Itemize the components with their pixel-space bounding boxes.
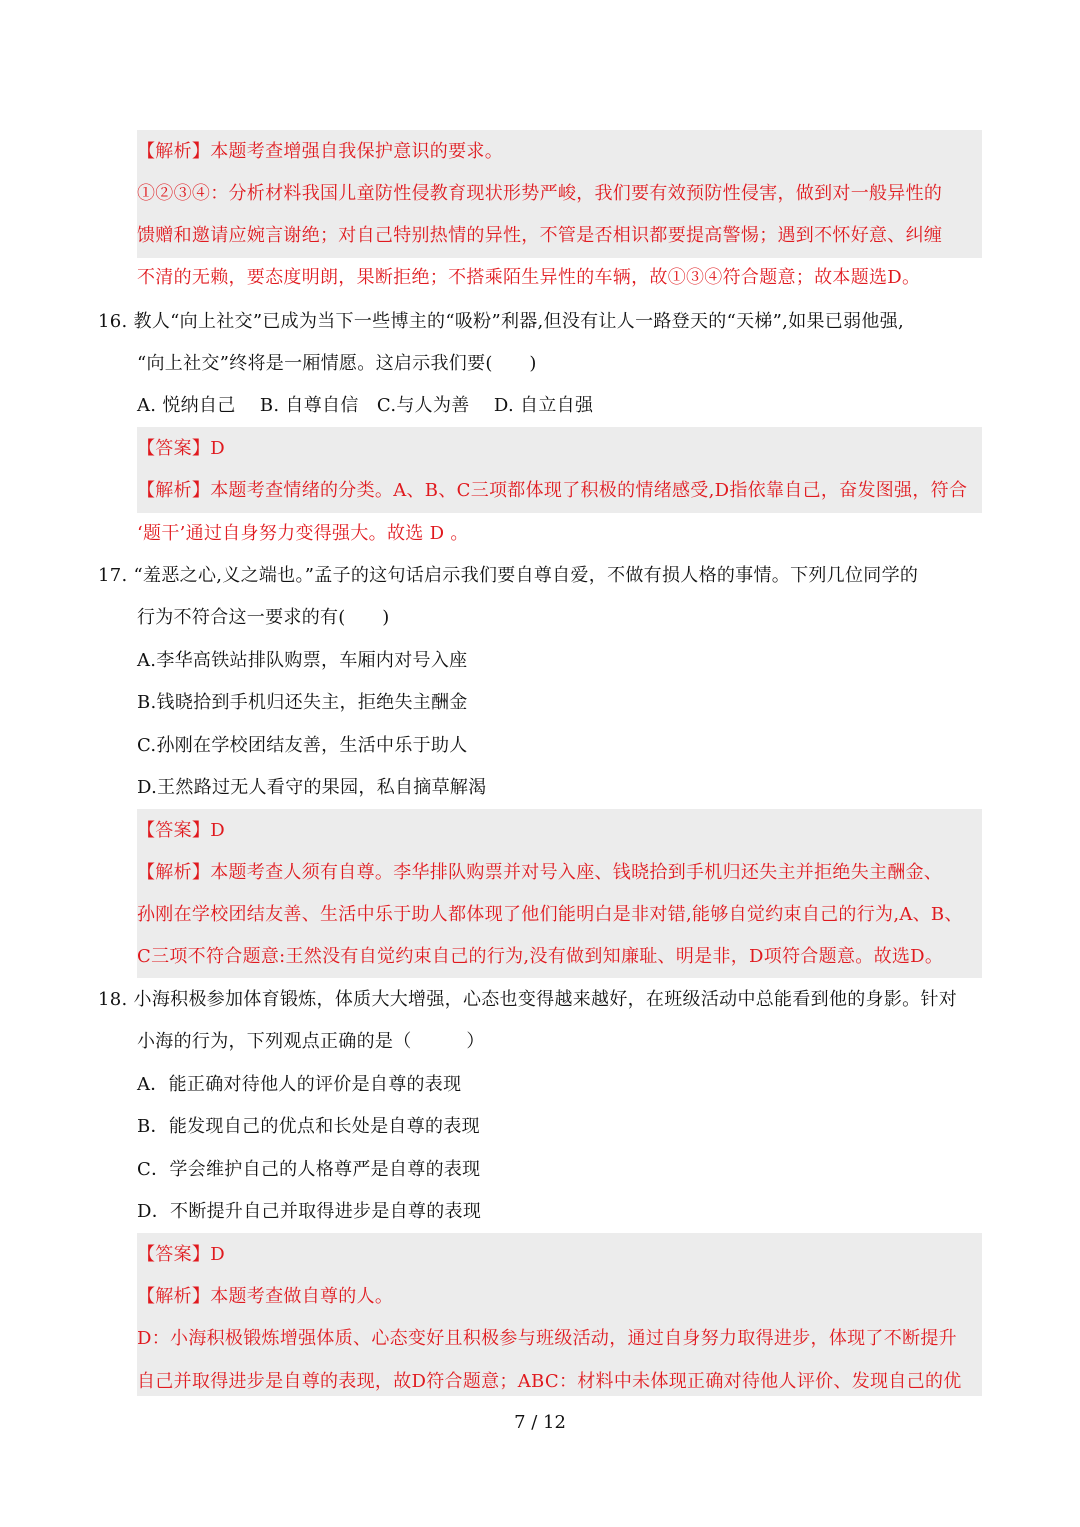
- question-17-option-c: C.孙刚在学校团结友善，生活中乐于助人: [137, 735, 468, 756]
- question-18-option-d: D．不断提升自己并取得进步是自尊的表现: [137, 1201, 482, 1222]
- question-17-stem: 17. “羞恶之心,义之端也。”孟子的这句话启示我们要自尊自爱，不做有损人格的事情。下列几位同学的: [98, 565, 919, 586]
- page-number: 7 / 12: [514, 1412, 566, 1433]
- analysis-16-line: ‘题干’通过自身努力变得强大。故选 D 。: [137, 523, 469, 544]
- question-18-option-c: C．学会维护自己的人格尊严是自尊的表现: [137, 1159, 481, 1180]
- analysis-15-line: ①②③④：分析材料我国儿童防性侵教育现状形势严峻，我们要有效预防性侵害，做到对一般异性的: [137, 183, 943, 204]
- question-16-stem: “向上社交”终将是一厢情愿。这启示我们要( ): [137, 353, 537, 374]
- question-18-option-b: B．能发现自己的优点和长处是自尊的表现: [137, 1116, 480, 1137]
- question-16-options: A. 悦纳自己 B. 自尊自信 C.与人为善 D. 自立自强: [137, 395, 594, 416]
- question-18-option-a: A．能正确对待他人的评价是自尊的表现: [137, 1074, 462, 1095]
- answer-18: 【答案】D: [137, 1244, 225, 1265]
- analysis-17-line: 孙刚在学校团结友善、生活中乐于助人都体现了他们能明白是非对错,能够自觉约束自己的行为,A、B、: [137, 904, 963, 925]
- analysis-18-title: 【解析】本题考查做自尊的人。: [137, 1286, 394, 1307]
- analysis-18-line: D：小海积极锻炼增强体质、心态变好且积极参与班级活动，通过自身努力取得进步，体现了不断提升: [137, 1328, 957, 1349]
- analysis-15-title: 【解析】本题考查增强自我保护意识的要求。: [137, 141, 503, 162]
- analysis-17-line: C三项不符合题意:王然没有自觉约束自己的行为,没有做到知廉耻、明是非，D项符合题意。故选D。: [137, 946, 944, 967]
- analysis-18-line: 自己并取得进步是自尊的表现，故D符合题意；ABC：材料中未体现正确对待他人评价、发现自己的优: [137, 1371, 962, 1392]
- answer-16: 【答案】D: [137, 438, 225, 459]
- analysis-15-line: 馈赠和邀请应婉言谢绝；对自己特别热情的异性，不管是否相识都要提高警惕；遇到不怀好意、纠缠: [137, 225, 943, 246]
- analysis-16-line: 【解析】本题考查情绪的分类。A、B、C三项都体现了积极的情绪感受,D指依靠自己，奋发图强，符合: [137, 480, 968, 501]
- answer-17: 【答案】D: [137, 820, 225, 841]
- question-17-option-d: D.王然路过无人看守的果园，私自摘草解渴: [137, 777, 487, 798]
- analysis-15-line: 不清的无赖，要态度明朗，果断拒绝；不搭乘陌生异性的车辆，故①③④符合题意；故本题选D。: [137, 267, 921, 288]
- question-18-stem: 小海的行为，下列观点正确的是（ ）: [137, 1031, 485, 1052]
- question-18-stem: 18. 小海积极参加体育锻炼，体质大大增强，心态也变得越来越好，在班级活动中总能看到他的身影。针对: [98, 989, 958, 1010]
- question-17-option-a: A.李华高铁站排队购票，车厢内对号入座: [137, 650, 468, 671]
- question-17-stem: 行为不符合这一要求的有( ): [137, 607, 390, 628]
- question-17-option-b: B.钱晓拾到手机归还失主，拒绝失主酬金: [137, 692, 468, 713]
- question-16-stem: 16. 教人“向上社交”已成为当下一些博主的“吸粉”利器,但没有让人一路登天的“天梯”,如果已弱他强,: [98, 311, 905, 332]
- analysis-17-line: 【解析】本题考查人须有自尊。李华排队购票并对号入座、钱晓拾到手机归还失主并拒绝失主酬金、: [137, 862, 943, 883]
